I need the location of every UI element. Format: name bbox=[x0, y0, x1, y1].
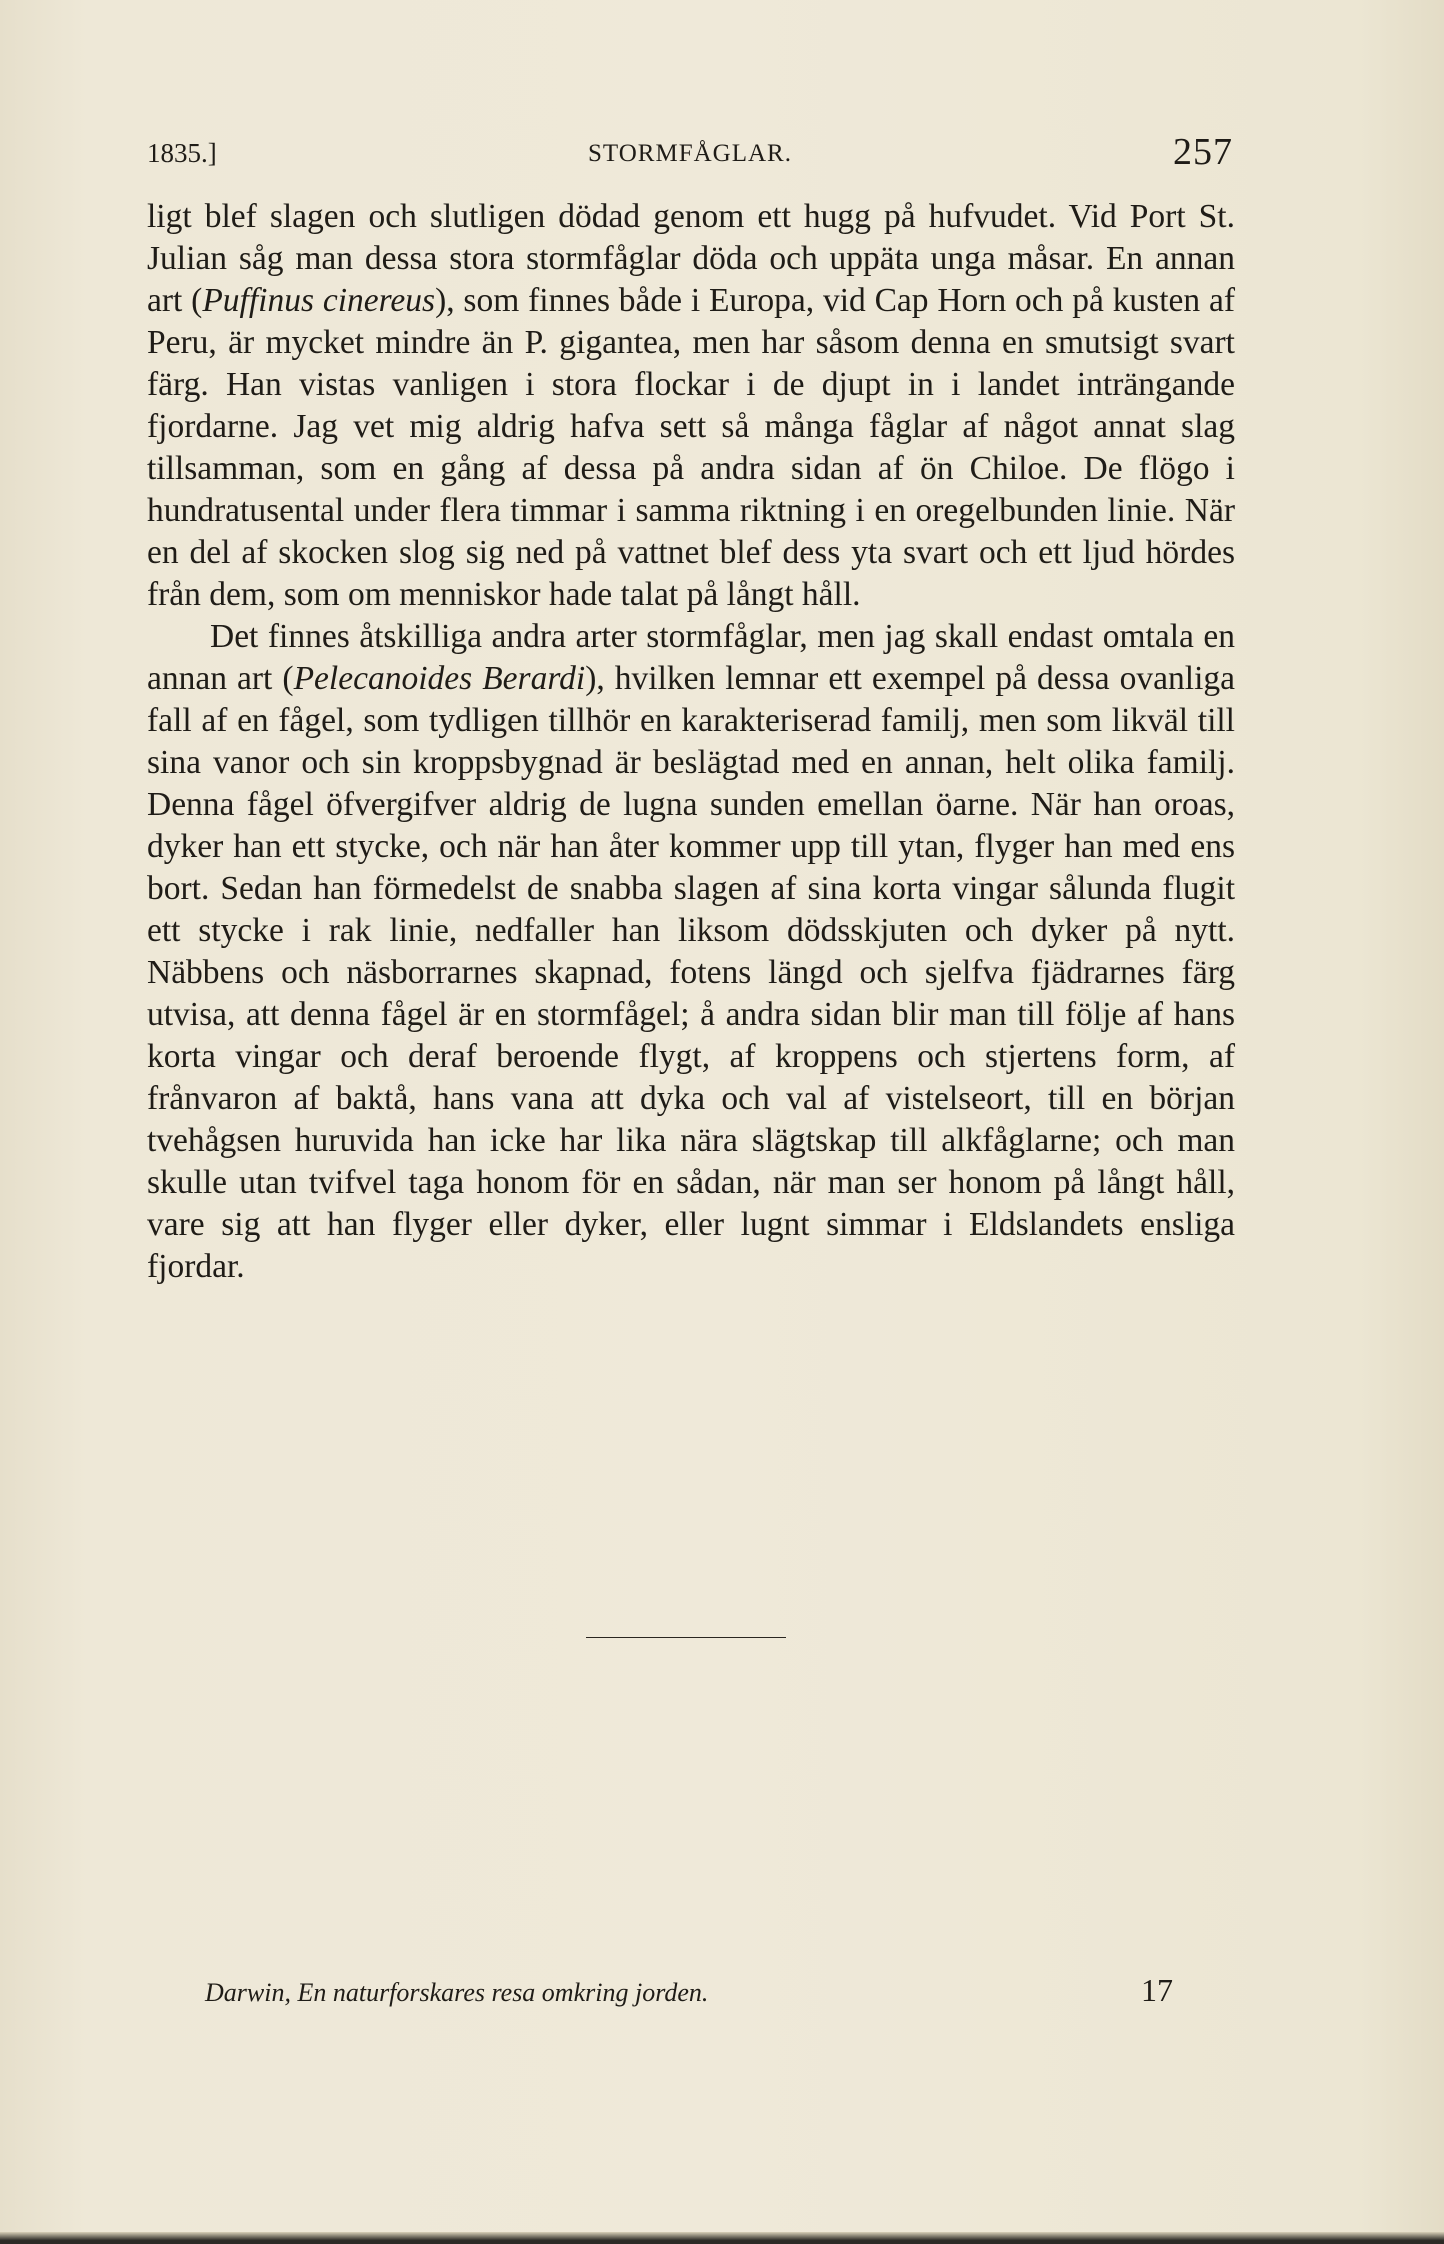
page-number: 257 bbox=[1173, 131, 1233, 173]
text-segment: ), som finnes både i Europa, vid Cap Horn och på kusten af Peru, är mycket mindre än P. gigantea, men har såsom denna en smutsigt svart färg. Han vistas vanligen i stora flockar i de djupt in i landet inträngande fjordarne. Jag vet mig aldrig hafva sett så många fåglar af något annat slag tillsamman, som en gång af dessa på andra sidan af ön Chiloe. De flögo i hundratusental under flera timmar i samma riktning i en oregelbunden linie. När en del af skocken slog sig ned på vattnet blef dess yta svart och ett ljud hördes från dem, som om menniskor hade talat på långt håll. bbox=[147, 282, 1235, 613]
header-title: STORMFÅGLAR. bbox=[588, 140, 792, 167]
text-segment: ligt blef slagen och slutligen dödad genom ett hugg på hufvudet. Vid Port St. Julian såg man dessa stora stormfåglar döda och uppäta unga måsar. En annan art ( bbox=[147, 198, 1235, 319]
header-year: 1835.] bbox=[147, 138, 217, 168]
body-text bbox=[147, 196, 1235, 1288]
text-segment: Det finnes åtskilliga andra arter stormfåglar, men jag skall endast omtala en annan art ( bbox=[147, 618, 1235, 697]
species-name: Puffinus cinereus bbox=[202, 282, 436, 319]
running-header bbox=[147, 131, 1233, 174]
species-name: Pelecanoides Berardi bbox=[293, 660, 586, 697]
section-rule bbox=[586, 1637, 786, 1638]
text-segment: ), hvilken lemnar ett exempel på dessa ovanliga fall af en fågel, som tydligen tillhör en karakteriserad familj, men som likväl till sina vanor och sin kroppsbygnad är beslägtad med en annan, helt olika familj. Denna fågel öfvergifver aldrig de lugna sunden emellan öarne. När han oroas, dyker han ett stycke, och när han åter kommer upp till ytan, flyger han med ens bort. Sedan han förmedelst de snabba slagen af sina korta vingar sålunda flugit ett stycke i rak linie, nedfaller han liksom dödsskjuten och dyker på nytt. Näbbens och näsborrarnes skapnad, fotens längd och sjelfva fjädrarnes färg utvisa, att denna fågel är en stormfågel; å andra sidan blir man till följe af hans korta vingar och deraf beroende flygt, af kroppens och stjertens form, af frånvaron af baktå, hans vana att dyka och val af vistelseort, till en början tvehågsen huruvida han icke har lika nära slägtskap till alkfåglarne; och man skulle utan tvifvel taga honom för en sådan, när man ser honom på långt håll, vare sig att han flyger eller dyker, eller lugnt simmar i Eldslandets ensliga fjordar. bbox=[147, 660, 1236, 1285]
footer-source: Darwin, En naturforskares resa omkring jorden. bbox=[205, 1978, 709, 2007]
paragraph bbox=[147, 616, 1235, 1288]
page-footer bbox=[205, 1972, 1173, 2012]
page-edge bbox=[0, 2232, 1444, 2244]
paragraph bbox=[147, 196, 1235, 616]
signature-mark: 17 bbox=[1141, 1972, 1173, 2008]
